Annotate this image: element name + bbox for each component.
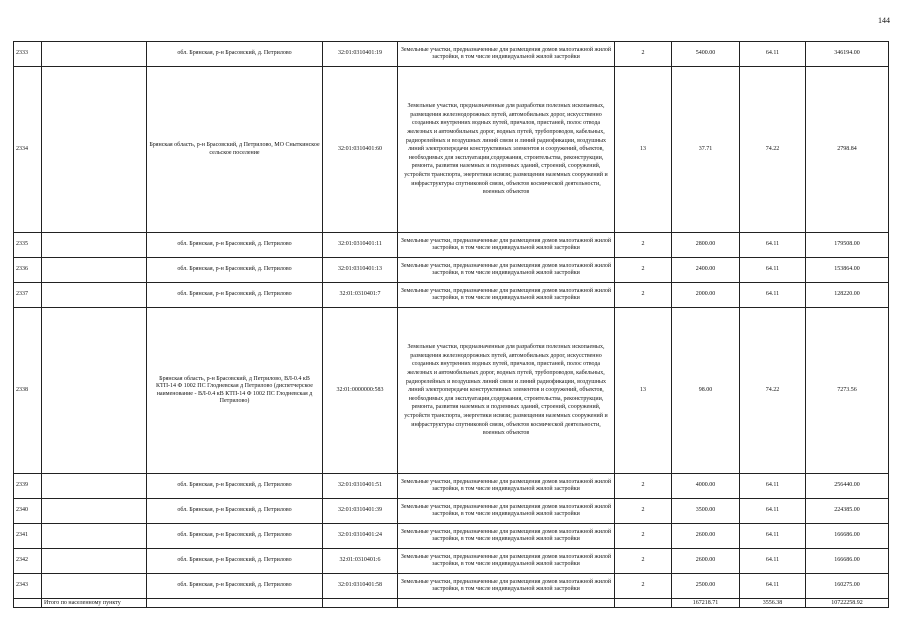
row-specific-value: 64.11 <box>740 474 806 499</box>
row-cadastral-value: 166686.00 <box>806 524 889 549</box>
row-group: 2 <box>615 42 672 67</box>
row-group: 2 <box>615 474 672 499</box>
row-group: 2 <box>615 258 672 283</box>
row-cadastral-value: 128220.00 <box>806 283 889 308</box>
row-specific-value: 64.11 <box>740 283 806 308</box>
row-address: обл. Брянская, р-н Брасовский, д. Петрилово <box>147 283 323 308</box>
row-address: Брянская область, р-н Брасовский, д Петрилово, ВЛ-0.4 кВ КТП-14 Ф 1002 ПС Глодневская д Петрилово (диспетчерское наименование - ВЛ-0.4 кВ КТП-14 Ф 1002 ПС Глодневская д Петрилово) <box>147 308 323 474</box>
row-cadastral-value: 166686.00 <box>806 549 889 574</box>
row-land-use: Земельные участки, предназначенные для размещения домов малоэтажной жилой застройки, в том числе индивидуальной жилой застройки <box>398 474 615 499</box>
row-group: 2 <box>615 524 672 549</box>
table-row <box>14 67 889 233</box>
row-area: 37.71 <box>672 67 740 233</box>
row-land-use: Земельные участки, предназначенные для размещения домов малоэтажной жилой застройки, в том числе индивидуальной жилой застройки <box>398 574 615 599</box>
row-spacer <box>42 67 147 233</box>
row-group: 13 <box>615 67 672 233</box>
total-num-cell <box>14 599 42 608</box>
row-address: Брянская область, р-н Брасовский, д Петрилово, МО Сныткинское сельское поселение <box>147 67 323 233</box>
row-area: 4000.00 <box>672 474 740 499</box>
row-number: 2335 <box>14 233 42 258</box>
row-cadastral-value: 2798.84 <box>806 67 889 233</box>
row-spacer <box>42 474 147 499</box>
row-address: обл. Брянская, р-н Брасовский, д. Петрилово <box>147 42 323 67</box>
row-number: 2334 <box>14 67 42 233</box>
row-number: 2338 <box>14 308 42 474</box>
row-specific-value: 64.11 <box>740 574 806 599</box>
row-cadastral-number: 32:01:0000000:583 <box>323 308 398 474</box>
row-number: 2339 <box>14 474 42 499</box>
row-cadastral-number: 32:01:0310401:39 <box>323 499 398 524</box>
total-value: 10722258.92 <box>806 599 889 608</box>
row-land-use: Земельные участки, предназначенные для размещения домов малоэтажной жилой застройки, в том числе индивидуальной жилой застройки <box>398 499 615 524</box>
table-row <box>14 258 889 283</box>
row-area: 5400.00 <box>672 42 740 67</box>
row-specific-value: 64.11 <box>740 258 806 283</box>
row-land-use: Земельные участки, предназначенные для разработки полезных ископаемых, размещения железнодорожных путей, автомобильных дорог, искусственно созданных внутренних водных путей, причалов, пристаней, полос отвода железных и автомобильных дорог, водных путей, трубопроводов, кабельных, радиорелейных и воздушных линий связи и линий радиофикации, воздушных линий электропередачи конструктивных элементов и сооружений, объектов, необходимых для эксплуатации,содержания, строительства, реконструкции, ремонта, развития наземных и подземных зданий, строений, сооружений, устройств транспорта, энергетики исвязи; размещения наземных сооружений и инфраструктуры спутниковой связи, объектов космической деятельности, военных объектов <box>398 308 615 474</box>
row-spacer <box>42 42 147 67</box>
row-specific-value: 64.11 <box>740 42 806 67</box>
table-row <box>14 42 889 67</box>
row-address: обл. Брянская, р-н Брасовский, д. Петрилово <box>147 524 323 549</box>
row-cadastral-number: 32:01:0310401:13 <box>323 258 398 283</box>
row-cadastral-value: 153864.00 <box>806 258 889 283</box>
row-specific-value: 64.11 <box>740 233 806 258</box>
row-number: 2342 <box>14 549 42 574</box>
row-group: 2 <box>615 233 672 258</box>
row-area: 2600.00 <box>672 549 740 574</box>
cadastral-value-table <box>13 41 889 608</box>
row-spacer <box>42 233 147 258</box>
row-cadastral-value: 7273.56 <box>806 308 889 474</box>
row-address: обл. Брянская, р-н Брасовский, д. Петрилово <box>147 474 323 499</box>
row-group: 2 <box>615 499 672 524</box>
row-number: 2337 <box>14 283 42 308</box>
total-cadastral-cell <box>323 599 398 608</box>
row-group: 2 <box>615 549 672 574</box>
row-number: 2341 <box>14 524 42 549</box>
row-cadastral-number: 32:01:0310401:58 <box>323 574 398 599</box>
row-number: 2340 <box>14 499 42 524</box>
table-row <box>14 499 889 524</box>
row-area: 2800.00 <box>672 233 740 258</box>
row-group: 2 <box>615 574 672 599</box>
table-row <box>14 283 889 308</box>
table-row <box>14 308 889 474</box>
row-spacer <box>42 258 147 283</box>
table-body <box>14 42 889 599</box>
row-land-use: Земельные участки, предназначенные для разработки полезных ископаемых, размещения железнодорожных путей, автомобильных дорог, искусственно созданных внутренних водных путей, причалов, пристаней, полос отвода железных и автомобильных дорог, водных путей, трубопроводов, кабельных, радиорелейных и воздушных линий связи и линий радиофикации, воздушных линий электропередачи конструктивных элементов и сооружений, объектов, необходимых для эксплуатации,содержания, строительства, реконструкции, ремонта, развития наземных и подземных зданий, строений, сооружений, устройств транспорта, энергетики исвязи; размещения наземных сооружений и инфраструктуры спутниковой связи, объектов космической деятельности, военных объектов <box>398 67 615 233</box>
total-use-cell <box>398 599 615 608</box>
row-cadastral-number: 32:01:0310401:6 <box>323 549 398 574</box>
row-cadastral-number: 32:01:0310401:24 <box>323 524 398 549</box>
row-land-use: Земельные участки, предназначенные для размещения домов малоэтажной жилой застройки, в том числе индивидуальной жилой застройки <box>398 549 615 574</box>
table-row <box>14 474 889 499</box>
row-cadastral-value: 224385.00 <box>806 499 889 524</box>
row-area: 98.00 <box>672 308 740 474</box>
table-row <box>14 233 889 258</box>
row-land-use: Земельные участки, предназначенные для размещения домов малоэтажной жилой застройки, в том числе индивидуальной жилой застройки <box>398 258 615 283</box>
row-area: 2600.00 <box>672 524 740 549</box>
row-number: 2333 <box>14 42 42 67</box>
row-cadastral-number: 32:01:0310401:51 <box>323 474 398 499</box>
row-area: 2000.00 <box>672 283 740 308</box>
page-number: 144 <box>878 16 890 25</box>
row-cadastral-number: 32:01:0310401:11 <box>323 233 398 258</box>
row-cadastral-number: 32:01:0310401:19 <box>323 42 398 67</box>
total-address-cell <box>147 599 323 608</box>
row-specific-value: 74.22 <box>740 67 806 233</box>
row-specific-value: 64.11 <box>740 524 806 549</box>
row-address: обл. Брянская, р-н Брасовский, д. Петрилово <box>147 499 323 524</box>
row-specific-value: 64.11 <box>740 499 806 524</box>
row-spacer <box>42 549 147 574</box>
row-cadastral-value: 346194.00 <box>806 42 889 67</box>
table-row <box>14 574 889 599</box>
row-area: 2400.00 <box>672 258 740 283</box>
table-row <box>14 524 889 549</box>
row-group: 2 <box>615 283 672 308</box>
total-label: Итого по населенному пункту <box>42 599 147 608</box>
table-row <box>14 549 889 574</box>
row-address: обл. Брянская, р-н Брасовский, д. Петрилово <box>147 233 323 258</box>
row-specific-value: 74.22 <box>740 308 806 474</box>
row-spacer <box>42 524 147 549</box>
row-cadastral-number: 32:01:0310401:7 <box>323 283 398 308</box>
row-area: 3500.00 <box>672 499 740 524</box>
row-cadastral-value: 160275.00 <box>806 574 889 599</box>
row-group: 13 <box>615 308 672 474</box>
row-cadastral-number: 32:01:0310401:60 <box>323 67 398 233</box>
total-area: 167218.71 <box>672 599 740 608</box>
row-number: 2343 <box>14 574 42 599</box>
row-spacer <box>42 574 147 599</box>
row-area: 2500.00 <box>672 574 740 599</box>
row-address: обл. Брянская, р-н Брасовский, д. Петрилово <box>147 574 323 599</box>
row-land-use: Земельные участки, предназначенные для размещения домов малоэтажной жилой застройки, в том числе индивидуальной жилой застройки <box>398 524 615 549</box>
row-number: 2336 <box>14 258 42 283</box>
total-group-cell <box>615 599 672 608</box>
row-spacer <box>42 308 147 474</box>
row-cadastral-value: 179508.00 <box>806 233 889 258</box>
row-spacer <box>42 283 147 308</box>
row-specific-value: 64.11 <box>740 549 806 574</box>
row-land-use: Земельные участки, предназначенные для размещения домов малоэтажной жилой застройки, в том числе индивидуальной жилой застройки <box>398 283 615 308</box>
row-address: обл. Брянская, р-н Брасовский, д. Петрилово <box>147 549 323 574</box>
total-rate: 3556.38 <box>740 599 806 608</box>
row-land-use: Земельные участки, предназначенные для размещения домов малоэтажной жилой застройки, в том числе индивидуальной жилой застройки <box>398 42 615 67</box>
row-cadastral-value: 256440.00 <box>806 474 889 499</box>
row-address: обл. Брянская, р-н Брасовский, д. Петрилово <box>147 258 323 283</box>
row-spacer <box>42 499 147 524</box>
row-land-use: Земельные участки, предназначенные для размещения домов малоэтажной жилой застройки, в том числе индивидуальной жилой застройки <box>398 233 615 258</box>
total-row <box>14 599 889 608</box>
